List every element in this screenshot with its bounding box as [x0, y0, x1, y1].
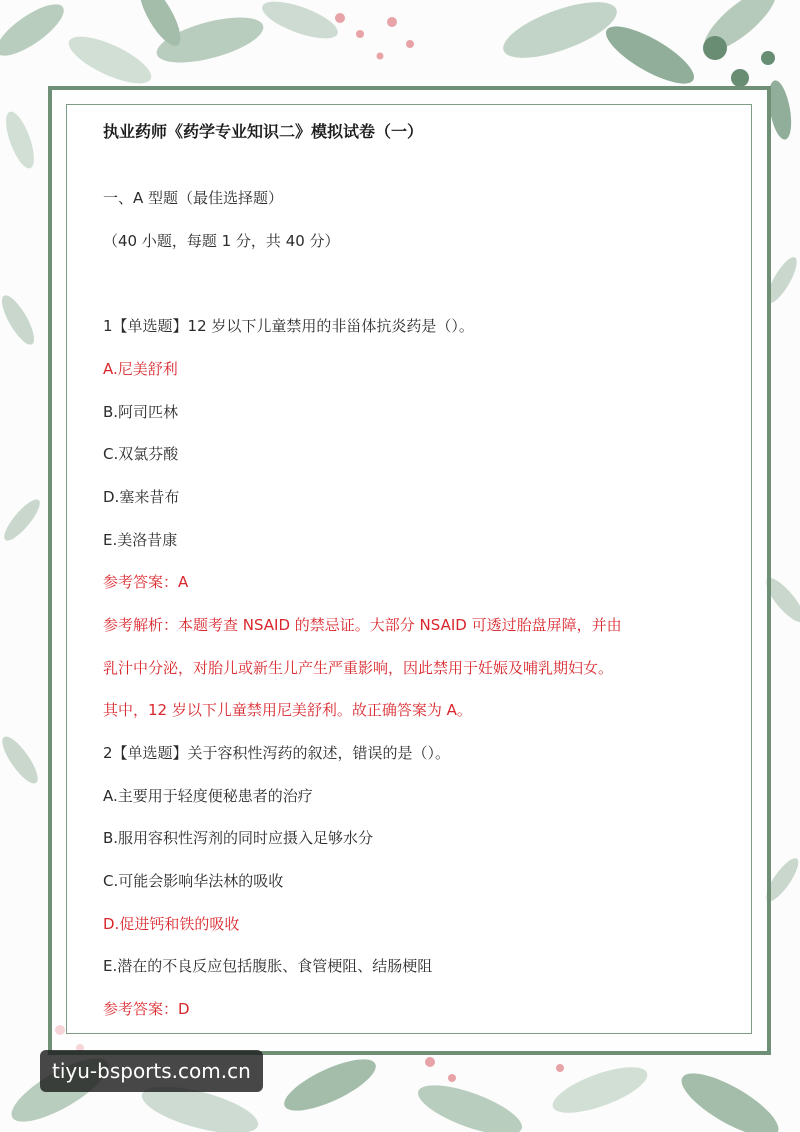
- section-note: （40 小题，每题 1 分，共 40 分）: [103, 232, 340, 250]
- question-2-option-a: A.主要用于轻度便秘患者的治疗: [103, 787, 313, 805]
- section-heading: 一、A 型题（最佳选择题）: [103, 189, 284, 207]
- question-2-option-c: C.可能会影响华法林的吸收: [103, 872, 284, 890]
- question-1-option-b: B.阿司匹林: [103, 403, 179, 421]
- watermark-label: tiyu-bsports.com.cn: [40, 1050, 263, 1092]
- question-1-option-a: A.尼美舒利: [103, 360, 178, 378]
- question-1-analysis-line-3: 其中，12 岁以下儿童禁用尼美舒利。故正确答案为 A。: [103, 701, 472, 719]
- question-2-option-d: D.促进钙和铁的吸收: [103, 915, 240, 933]
- question-2-option-b: B.服用容积性泻剂的同时应摄入足够水分: [103, 829, 374, 847]
- question-1-option-d: D.塞来昔布: [103, 488, 180, 506]
- question-1-analysis-line-1: 参考解析：本题考查 NSAID 的禁忌证。大部分 NSAID 可透过胎盘屏障，并由: [103, 616, 622, 634]
- question-1-stem: 1【单选题】12 岁以下儿童禁用的非甾体抗炎药是（）。: [103, 317, 474, 335]
- question-1-option-e: E.美洛昔康: [103, 531, 178, 549]
- document-title: 执业药师《药学专业知识二》模拟试卷（一）: [103, 122, 424, 141]
- question-1-option-c: C.双氯芬酸: [103, 445, 179, 463]
- question-2-answer: 参考答案：D: [103, 1000, 190, 1018]
- question-2-option-e: E.潜在的不良反应包括腹胀、食管梗阻、结肠梗阻: [103, 957, 433, 975]
- question-1-answer: 参考答案：A: [103, 573, 189, 591]
- question-1-analysis-line-2: 乳汁中分泌，对胎儿或新生儿产生严重影响，因此禁用于妊娠及哺乳期妇女。: [103, 659, 614, 677]
- question-2-stem: 2【单选题】关于容积性泻药的叙述，错误的是（）。: [103, 744, 451, 762]
